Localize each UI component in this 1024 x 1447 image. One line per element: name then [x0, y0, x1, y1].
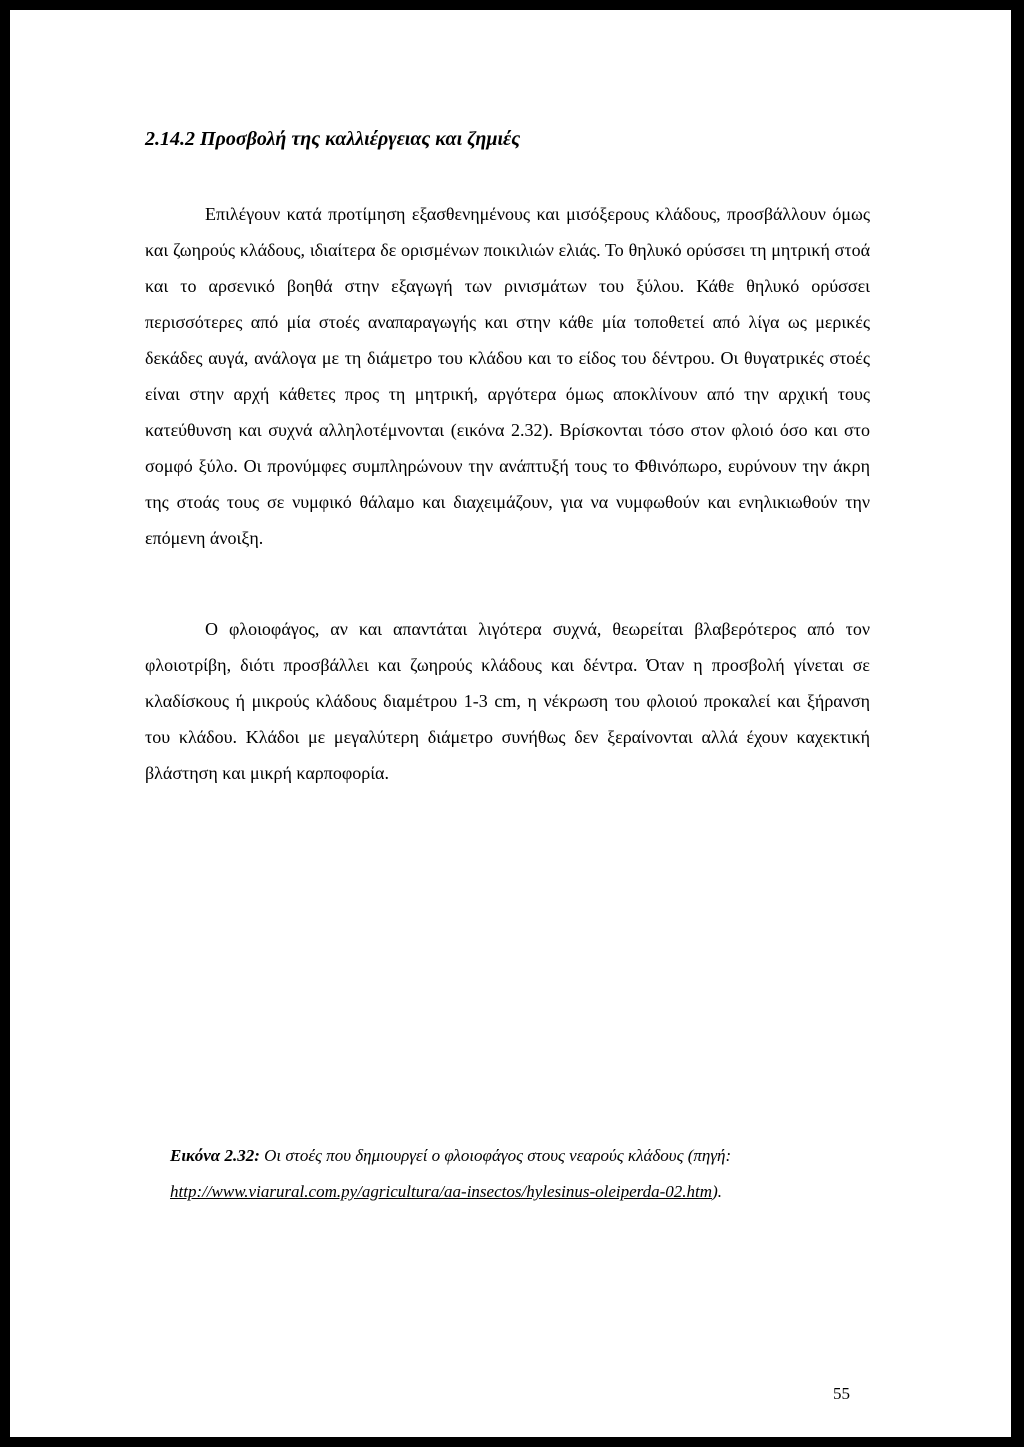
- document-page: [10, 10, 1011, 1437]
- paragraph-2: Ο φλοιοφάγος, αν και απαντάται λιγότερα συχνά, θεωρείται βλαβερότερος από τον φλοιοτρίβη, διότι προσβάλλει και ζωηρούς κλάδους και δέντρα. Όταν η προσβολή γίνεται σε κλαδίσκους ή μικρούς κλάδους διαμέτρου 1-3 cm, η νέκρωση του φλοιού προκαλεί και ξήρανση του κλάδου. Κλάδοι με μεγαλύτερη διάμετρο συνήθως δεν ξεραίνονται αλλά έχουν καχεκτική βλάστηση και μικρή καρποφορία.: [145, 619, 870, 783]
- page-number: 55: [833, 1384, 850, 1403]
- figure-caption: [170, 1138, 870, 1210]
- caption-source-link[interactable]: http://www.viarural.com.py/agricultura/aa-insectos/hylesinus-oleiperda-02.htm: [170, 1182, 713, 1201]
- caption-end: ).: [712, 1182, 722, 1201]
- section-heading: 2.14.2 Προσβολή της καλλιέργειας και ζημιές: [145, 128, 521, 150]
- caption-label: Εικόνα 2.32:: [170, 1146, 260, 1165]
- paragraph-1: Επιλέγουν κατά προτίμηση εξασθενημένους και μισόξερους κλάδους, προσβάλλουν όμως και ζωηρούς κλάδους, ιδιαίτερα δε ορισμένων ποικιλιών ελιάς. Το θηλυκό ορύσσει τη μητρική στοά και το αρσενικό βοηθά στην εξαγωγή των ρινισμάτων του ξύλου. Κάθε θηλυκό ορύσσει περισσότερες από μία στοές αναπαραγωγής και στην κάθε μία τοποθετεί από λίγα ως μερικές δεκάδες αυγά, ανάλογα με τη διάμετρο του κλάδου και το είδος του δέντρου. Οι θυγατρικές στοές είναι στην αρχή κάθετες προς τη μητρική, αργότερα όμως αποκλίνουν από την αρχική τους κατεύθυνση και συχνά αλληλοτέμνονται (εικόνα 2.32). Βρίσκονται τόσο στον φλοιό όσο και στο σομφό ξύλο. Οι προνύμφες συμπληρώνουν την ανάπτυξή τους το Φθινόπωρο, ευρύνουν την άκρη της στοάς τους σε νυμφικό θάλαμο και διαχειμάζουν, για να νυμφωθούν και ενηλικιωθούν την επόμενη άνοιξη.: [145, 204, 870, 548]
- caption-text: Οι στοές που δημιουργεί ο φλοιοφάγος στους νεαρούς κλάδους (πηγή:: [259, 1146, 732, 1165]
